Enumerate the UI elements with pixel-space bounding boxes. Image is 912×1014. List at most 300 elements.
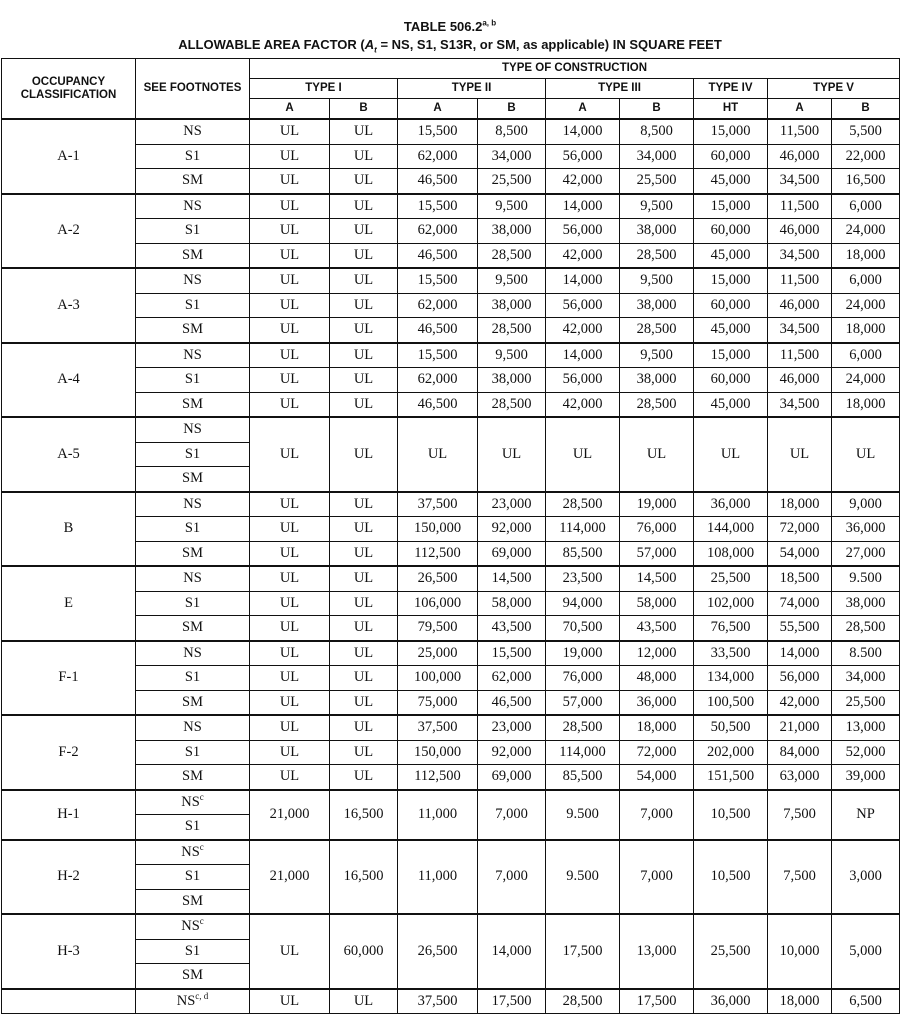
footnote-code: S1: [184, 818, 201, 835]
footnote-code: NS: [181, 793, 200, 810]
footnote-cell: [136, 541, 250, 566]
area-value-cell: 46,000: [768, 144, 832, 169]
area-value-cell: 42,000: [546, 318, 620, 343]
area-value-cell: 16,500: [832, 169, 900, 194]
area-value-cell: 56,000: [546, 144, 620, 169]
area-value-cell: UL: [330, 169, 398, 194]
area-value-cell: 17,500: [620, 989, 694, 1014]
area-value-cell: UL: [250, 740, 330, 765]
occupancy-cell: A-4: [2, 343, 136, 418]
table-row: [2, 989, 900, 1014]
area-value-cell: 46,500: [478, 690, 546, 715]
footnote-cell: [136, 517, 250, 542]
footnote-cell: [136, 989, 250, 1014]
area-value-cell: UL: [330, 666, 398, 691]
footnote-cell: [136, 293, 250, 318]
heading-prefix: ALLOWABLE AREA FACTOR (: [178, 37, 365, 52]
occupancy-cell: H-2: [2, 840, 136, 915]
area-value-cell: 7,500: [768, 790, 832, 840]
area-value-cell: 28,500: [478, 318, 546, 343]
area-value-cell: 7,000: [478, 840, 546, 915]
area-value-cell: UL: [250, 492, 330, 517]
area-value-cell: 9.500: [546, 840, 620, 915]
table-row: [2, 765, 900, 790]
occupancy-cell: E: [2, 566, 136, 641]
area-value-cell: 19,000: [546, 641, 620, 666]
area-value-cell: 14,000: [546, 194, 620, 219]
type-header: TYPE II: [398, 79, 546, 99]
area-value-cell: 62,000: [398, 144, 478, 169]
area-value-cell: 34,000: [478, 144, 546, 169]
area-value-cell: UL: [330, 616, 398, 641]
area-value-cell: 45,000: [694, 169, 768, 194]
area-value-cell: 60,000: [694, 144, 768, 169]
area-value-cell: 45,000: [694, 392, 768, 417]
table-title: [0, 18, 900, 54]
area-value-cell: 38,000: [478, 219, 546, 244]
area-value-cell: UL: [330, 740, 398, 765]
heading-suffix: = NS, S1, S13R, or SM, as applicable) IN SQUARE FEET: [376, 37, 722, 52]
area-value-cell: UL: [250, 616, 330, 641]
area-value-cell: UL: [330, 517, 398, 542]
area-value-cell: UL: [330, 119, 398, 144]
occupancy-cell: B: [2, 492, 136, 567]
area-value-cell: UL: [330, 715, 398, 740]
area-value-cell: 100,500: [694, 690, 768, 715]
area-value-cell: UL: [330, 392, 398, 417]
area-value-cell: UL: [250, 517, 330, 542]
table-row: [2, 492, 900, 517]
area-value-cell: 112,500: [398, 765, 478, 790]
area-value-cell: 28,500: [620, 243, 694, 268]
footnote-code: SM: [182, 768, 203, 785]
footnote-cell: [136, 368, 250, 393]
area-value-cell: 28,500: [478, 243, 546, 268]
footnote-cell: [136, 492, 250, 517]
area-value-cell: UL: [330, 144, 398, 169]
area-value-cell: 151,500: [694, 765, 768, 790]
area-value-cell: 24,000: [832, 368, 900, 393]
area-value-cell: 45,000: [694, 243, 768, 268]
area-value-cell: 18,000: [832, 392, 900, 417]
area-value-cell: 70,500: [546, 616, 620, 641]
footnote-code: SM: [182, 321, 203, 338]
area-value-cell: 24,000: [832, 293, 900, 318]
footnote-code: S1: [184, 371, 201, 388]
area-value-cell: 7,000: [620, 790, 694, 840]
area-value-cell: 6,000: [832, 194, 900, 219]
area-value-cell: 33,500: [694, 641, 768, 666]
area-value-cell: 106,000: [398, 591, 478, 616]
area-value-cell: 14,000: [768, 641, 832, 666]
area-value-cell: 9,500: [478, 268, 546, 293]
footnote-cell: [136, 790, 250, 815]
area-value-cell: 108,000: [694, 541, 768, 566]
area-value-cell: 18,000: [620, 715, 694, 740]
area-value-cell: 36,000: [620, 690, 694, 715]
area-value-cell: 62,000: [398, 368, 478, 393]
area-value-cell: 102,000: [694, 591, 768, 616]
area-value-cell: 46,500: [398, 243, 478, 268]
footnote-code: NS: [183, 346, 202, 363]
occupancy-group: [2, 417, 900, 492]
area-value-cell: 38,000: [620, 293, 694, 318]
area-value-cell: UL: [330, 566, 398, 591]
table-row: [2, 690, 900, 715]
area-value-cell: 36,000: [832, 517, 900, 542]
area-value-cell: 15,000: [694, 268, 768, 293]
table-label: TABLE 506.2: [403, 19, 483, 34]
area-value-cell: 15,500: [398, 343, 478, 368]
area-value-cell: UL: [250, 144, 330, 169]
area-value-cell: 6,000: [832, 343, 900, 368]
occupancy-header: OCCUPANCY CLASSIFICATION: [2, 59, 136, 120]
footnote-cell: [136, 939, 250, 964]
area-value-cell: 25,000: [398, 641, 478, 666]
table-row: [2, 219, 900, 244]
footnote-cell: [136, 144, 250, 169]
table-row: [2, 666, 900, 691]
occupancy-group: [2, 194, 900, 269]
area-value-cell: 62,000: [398, 293, 478, 318]
area-value-cell: UL: [250, 641, 330, 666]
area-value-cell: 144,000: [694, 517, 768, 542]
footnote-code: SM: [182, 967, 203, 984]
table-row: [2, 715, 900, 740]
table-footnote-marks: a, b: [482, 18, 497, 28]
occupancy-cell: A-3: [2, 268, 136, 343]
area-value-cell: UL: [250, 541, 330, 566]
footnote-cell: [136, 442, 250, 467]
area-value-cell: 5,000: [832, 914, 900, 989]
occupancy-group: [2, 914, 900, 989]
area-value-cell: 9,500: [620, 268, 694, 293]
footnote-code: NS: [183, 272, 202, 289]
area-value-cell: UL: [250, 765, 330, 790]
area-value-cell: 63,000: [768, 765, 832, 790]
area-value-cell: 114,000: [546, 740, 620, 765]
footnote-code: SM: [182, 619, 203, 636]
area-value-cell: UL: [330, 219, 398, 244]
area-value-cell: 60,000: [694, 293, 768, 318]
footnote-mark: c: [199, 841, 204, 852]
area-value-cell: 15,500: [398, 119, 478, 144]
area-value-cell: 28,500: [478, 392, 546, 417]
area-value-cell: 48,000: [620, 666, 694, 691]
occupancy-cell: F-1: [2, 641, 136, 716]
area-value-cell: 60,000: [694, 368, 768, 393]
area-value-cell: 11,500: [768, 119, 832, 144]
footnote-code: SM: [182, 172, 203, 189]
subtype-header: B: [478, 99, 546, 120]
area-value-cell: 14,000: [478, 914, 546, 989]
area-value-cell: 46,500: [398, 318, 478, 343]
area-value-cell: 28,500: [620, 392, 694, 417]
area-value-cell: 22,000: [832, 144, 900, 169]
area-value-cell: UL: [330, 318, 398, 343]
table-row: [2, 144, 900, 169]
area-value-cell: 85,500: [546, 541, 620, 566]
area-value-cell: 34,500: [768, 169, 832, 194]
footnote-cell: [136, 616, 250, 641]
area-value-cell: 114,000: [546, 517, 620, 542]
area-value-cell: 6,000: [832, 268, 900, 293]
footnote-cell: [136, 417, 250, 442]
area-value-cell: 7,000: [478, 790, 546, 840]
table-row: [2, 740, 900, 765]
footnote-cell: [136, 169, 250, 194]
area-value-cell: 34,000: [620, 144, 694, 169]
area-value-cell: 25,500: [694, 914, 768, 989]
occupancy-group: [2, 268, 900, 343]
area-value-cell: UL: [330, 243, 398, 268]
area-value-cell: 10,500: [694, 790, 768, 840]
footnote-cell: [136, 119, 250, 144]
area-value-cell: UL: [250, 715, 330, 740]
footnote-cell: [136, 219, 250, 244]
footnote-code: NS: [183, 123, 202, 140]
footnote-code: S1: [184, 669, 201, 686]
footnote-cell: [136, 865, 250, 890]
area-value-cell: UL: [250, 566, 330, 591]
area-value-cell: 62,000: [478, 666, 546, 691]
footnote-code: SM: [182, 470, 203, 487]
occupancy-cell: H-1: [2, 790, 136, 840]
footnote-mark: c: [199, 791, 204, 802]
occupancy-group: [2, 566, 900, 641]
footnote-code: S1: [184, 222, 201, 239]
area-value-cell: 28,500: [546, 492, 620, 517]
occupancy-group: [2, 715, 900, 790]
area-value-cell: 10,000: [768, 914, 832, 989]
area-value-cell: 56,000: [546, 368, 620, 393]
area-value-cell: 46,500: [398, 392, 478, 417]
area-value-cell: UL: [832, 417, 900, 492]
area-value-cell: UL: [250, 268, 330, 293]
area-value-cell: 55,500: [768, 616, 832, 641]
area-value-cell: 202,000: [694, 740, 768, 765]
subtype-header: B: [620, 99, 694, 120]
footnote-code: S1: [184, 147, 201, 164]
area-value-cell: 150,000: [398, 517, 478, 542]
area-value-cell: 6,500: [832, 989, 900, 1014]
area-value-cell: UL: [330, 989, 398, 1014]
area-value-cell: 12,000: [620, 641, 694, 666]
area-value-cell: 3,000: [832, 840, 900, 915]
area-value-cell: UL: [250, 194, 330, 219]
table-row: [2, 641, 900, 666]
area-value-cell: 56,000: [768, 666, 832, 691]
area-value-cell: UL: [250, 293, 330, 318]
footnote-cell: [136, 715, 250, 740]
area-value-cell: 25,500: [620, 169, 694, 194]
footnote-code: NS: [181, 843, 200, 860]
area-value-cell: UL: [330, 194, 398, 219]
footnote-cell: [136, 194, 250, 219]
area-value-cell: 9.500: [546, 790, 620, 840]
area-value-cell: UL: [330, 268, 398, 293]
area-value-cell: 34,500: [768, 243, 832, 268]
footnote-cell: [136, 690, 250, 715]
area-value-cell: 15,500: [398, 194, 478, 219]
footnote-code: S1: [184, 868, 201, 885]
area-value-cell: UL: [250, 591, 330, 616]
area-value-cell: UL: [330, 765, 398, 790]
area-value-cell: 7,500: [768, 840, 832, 915]
area-value-cell: 60,000: [694, 219, 768, 244]
area-value-cell: 42,000: [546, 243, 620, 268]
area-value-cell: 9,000: [832, 492, 900, 517]
area-value-cell: 57,000: [620, 541, 694, 566]
area-value-cell: 9,500: [620, 194, 694, 219]
area-value-cell: 27,000: [832, 541, 900, 566]
area-value-cell: 13,000: [832, 715, 900, 740]
footnote-code: S1: [184, 594, 201, 611]
area-value-cell: 17,500: [546, 914, 620, 989]
occupancy-group: [2, 119, 900, 194]
occupancy-cell: H-3: [2, 914, 136, 989]
area-value-cell: UL: [546, 417, 620, 492]
occupancy-group: [2, 641, 900, 716]
area-value-cell: 150,000: [398, 740, 478, 765]
footnote-code: S1: [184, 445, 201, 462]
area-value-cell: UL: [250, 219, 330, 244]
area-value-cell: 16,500: [330, 790, 398, 840]
area-value-cell: 24,000: [832, 219, 900, 244]
area-value-cell: 42,000: [768, 690, 832, 715]
footnote-code: S1: [184, 743, 201, 760]
table-row: [2, 541, 900, 566]
footnote-code: SM: [182, 395, 203, 412]
area-value-cell: 69,000: [478, 765, 546, 790]
area-value-cell: 50,500: [694, 715, 768, 740]
area-value-cell: 69,000: [478, 541, 546, 566]
area-value-cell: 15,000: [694, 343, 768, 368]
area-value-cell: 54,000: [620, 765, 694, 790]
area-value-cell: 72,000: [768, 517, 832, 542]
area-value-cell: 18,500: [768, 566, 832, 591]
footnote-code: S1: [184, 942, 201, 959]
area-value-cell: 15,500: [478, 641, 546, 666]
area-value-cell: 7,000: [620, 840, 694, 915]
area-value-cell: 28,500: [832, 616, 900, 641]
footnote-code: S1: [184, 520, 201, 537]
area-value-cell: 17,500: [478, 989, 546, 1014]
area-value-cell: UL: [330, 541, 398, 566]
area-value-cell: 42,000: [546, 169, 620, 194]
area-value-cell: 19,000: [620, 492, 694, 517]
area-value-cell: 42,000: [546, 392, 620, 417]
type-header: TYPE III: [546, 79, 694, 99]
area-value-cell: 9,500: [478, 343, 546, 368]
area-value-cell: 21,000: [250, 790, 330, 840]
area-value-cell: 112,500: [398, 541, 478, 566]
area-value-cell: 52,000: [832, 740, 900, 765]
area-value-cell: 38,000: [832, 591, 900, 616]
area-value-cell: 18,000: [832, 318, 900, 343]
table-row: [2, 119, 900, 144]
occupancy-group: [2, 343, 900, 418]
allowable-area-table: [1, 58, 900, 1014]
area-value-cell: UL: [330, 417, 398, 492]
area-value-cell: 84,000: [768, 740, 832, 765]
area-value-cell: 21,000: [768, 715, 832, 740]
footnote-mark: c, d: [195, 990, 209, 1001]
area-value-cell: 60,000: [330, 914, 398, 989]
area-value-cell: 18,000: [832, 243, 900, 268]
area-value-cell: UL: [250, 989, 330, 1014]
area-value-cell: 46,000: [768, 368, 832, 393]
table-row: [2, 194, 900, 219]
area-value-cell: 100,000: [398, 666, 478, 691]
area-value-cell: UL: [250, 119, 330, 144]
subtype-header: A: [398, 99, 478, 120]
area-value-cell: 37,500: [398, 492, 478, 517]
area-value-cell: UL: [768, 417, 832, 492]
area-value-cell: UL: [250, 318, 330, 343]
occupancy-cell: A-1: [2, 119, 136, 194]
area-value-cell: 23,000: [478, 492, 546, 517]
type-header: TYPE IV: [694, 79, 768, 99]
area-value-cell: 5,500: [832, 119, 900, 144]
area-value-cell: 11,000: [398, 840, 478, 915]
area-value-cell: UL: [694, 417, 768, 492]
footnote-cell: [136, 740, 250, 765]
occupancy-cell: F-2: [2, 715, 136, 790]
occupancy-cell: A-2: [2, 194, 136, 269]
footnote-mark: c: [199, 916, 204, 927]
area-value-cell: 38,000: [478, 368, 546, 393]
footnote-code: SM: [182, 246, 203, 263]
area-value-cell: 15,000: [694, 194, 768, 219]
area-value-cell: 15,000: [694, 119, 768, 144]
table-row: [2, 243, 900, 268]
footnote-cell: [136, 591, 250, 616]
area-value-cell: 25,500: [832, 690, 900, 715]
area-value-cell: 58,000: [478, 591, 546, 616]
area-value-cell: 26,500: [398, 566, 478, 591]
table-row: [2, 293, 900, 318]
area-value-cell: 25,500: [478, 169, 546, 194]
area-value-cell: UL: [250, 343, 330, 368]
footnote-cell: [136, 889, 250, 914]
area-value-cell: 36,000: [694, 492, 768, 517]
footnote-code: NS: [183, 197, 202, 214]
area-value-cell: 21,000: [250, 840, 330, 915]
area-value-cell: 11,000: [398, 790, 478, 840]
area-value-cell: UL: [620, 417, 694, 492]
area-value-cell: 8,500: [620, 119, 694, 144]
subtype-header: A: [768, 99, 832, 120]
table-row: [2, 566, 900, 591]
area-value-cell: 62,000: [398, 219, 478, 244]
footnote-cell: [136, 840, 250, 865]
area-value-cell: 76,500: [694, 616, 768, 641]
table-row: [2, 790, 900, 815]
footnote-cell: [136, 641, 250, 666]
footnote-cell: [136, 392, 250, 417]
table-heading: [0, 36, 900, 54]
area-value-cell: 92,000: [478, 740, 546, 765]
area-value-cell: 10,500: [694, 840, 768, 915]
area-value-cell: 23,000: [478, 715, 546, 740]
table-row: [2, 417, 900, 442]
table-row: [2, 343, 900, 368]
area-value-cell: 45,000: [694, 318, 768, 343]
area-value-cell: UL: [398, 417, 478, 492]
area-value-cell: 74,000: [768, 591, 832, 616]
table-number: [0, 18, 900, 36]
